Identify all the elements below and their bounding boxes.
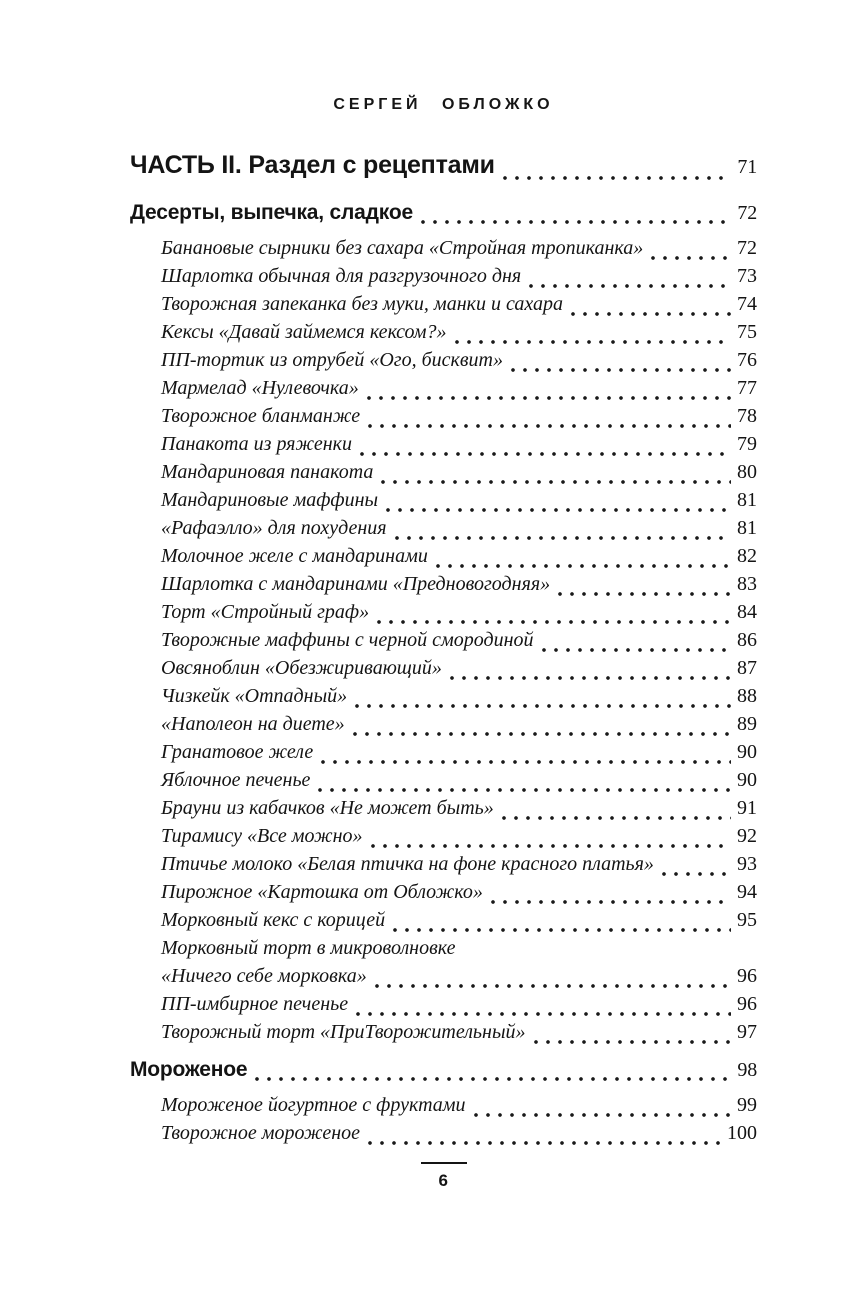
toc-page-number: 98: [737, 1059, 757, 1081]
toc-entry: [130, 1091, 757, 1119]
toc-entry-label: Чизкейк «Отпадный»: [161, 685, 348, 707]
toc-page-number: 90: [737, 741, 757, 763]
toc-entry-label: Птичье молоко «Белая птичка на фоне красного платья»: [161, 853, 654, 875]
toc-page-number: 90: [737, 769, 757, 791]
toc-entry: [130, 402, 757, 430]
dot-leader: [542, 648, 731, 652]
toc-section: [130, 1057, 757, 1083]
toc-entry-label: Морковный кекс с корицей: [161, 909, 386, 931]
dot-leader: [353, 732, 731, 736]
toc-entry-label: Овсяноблин «Обезжиривающий»: [161, 657, 442, 679]
toc-entry-label: Морковный торт в микроволновке: [161, 937, 456, 959]
toc-entry-label: Тирамису «Все можно»: [161, 825, 363, 847]
toc-page-number: 74: [737, 293, 757, 315]
toc-page-number: 91: [737, 797, 757, 819]
toc-entry: [130, 290, 757, 318]
toc-page-number: 72: [737, 202, 757, 224]
toc-page-number: 96: [737, 993, 757, 1015]
toc-entry-label: Творожный торт «ПриТворожительный»: [161, 1021, 526, 1043]
footer-rule: [421, 1162, 467, 1164]
dot-leader: [377, 620, 731, 624]
toc-entry: [130, 234, 757, 262]
dot-leader: [368, 1141, 721, 1145]
toc-entry-label: Торт «Стройный граф»: [161, 601, 370, 623]
toc-page-number: 82: [737, 545, 757, 567]
toc-page-number: 92: [737, 825, 757, 847]
dot-leader: [491, 900, 731, 904]
toc-entry: [130, 738, 757, 766]
dot-leader: [368, 424, 731, 428]
running-head: СЕРГЕЙ ОБЛОЖКО: [333, 96, 554, 113]
dot-leader: [356, 1012, 731, 1016]
toc-entry: [130, 962, 757, 990]
dot-leader: [386, 508, 731, 512]
toc-entry: [130, 486, 757, 514]
dot-leader: [450, 676, 731, 680]
toc-entry: [130, 430, 757, 458]
toc-entry-label: Молочное желе с мандаринами: [161, 545, 428, 567]
toc-entry-label: Шарлотка с мандаринами «Предновогодняя»: [161, 573, 551, 595]
toc-page-number: 81: [737, 517, 757, 539]
toc-entry-label: Творожная запеканка без муки, манки и сахара: [161, 293, 563, 315]
page-footer: [130, 1162, 757, 1191]
dot-leader: [662, 872, 731, 876]
toc-entry: [130, 878, 757, 906]
toc-entry-label: Яблочное печенье: [161, 769, 311, 791]
toc-entry: [130, 262, 757, 290]
dot-leader: [421, 220, 731, 224]
toc-entry-label: Мандариновые маффины: [161, 489, 379, 511]
toc-entry: [130, 794, 757, 822]
toc-page-number: 93: [737, 853, 757, 875]
toc-page-number: 72: [737, 237, 757, 259]
toc-entry-label: Творожное бланманже: [161, 405, 361, 427]
toc-section-label: Мороженое: [130, 1058, 248, 1081]
dot-leader: [375, 984, 731, 988]
toc-entry-label: «Ничего себе морковка»: [161, 965, 367, 987]
toc-page-number: 77: [737, 377, 757, 399]
toc-entry-label: Творожное мороженое: [161, 1122, 361, 1144]
toc-page-number: 96: [737, 965, 757, 987]
toc-entry-label: Гранатовое желе: [161, 741, 314, 763]
toc-entry: [130, 710, 757, 738]
toc-entry-label: Мандариновая панакота: [161, 461, 374, 483]
toc-entry-label: ПП-тортик из отрубей «Ого, бисквит»: [161, 349, 503, 371]
toc-page-number: 84: [737, 601, 757, 623]
toc-section: [130, 200, 757, 226]
dot-leader: [381, 480, 731, 484]
dot-leader: [503, 176, 732, 180]
toc-entry-label: Брауни из кабачков «Не может быть»: [161, 797, 494, 819]
dot-leader: [511, 368, 731, 372]
toc-page-number: 81: [737, 489, 757, 511]
toc-entry-label: Кексы «Давай займемся кексом?»: [161, 321, 447, 343]
toc-entry-label: Панакота из ряженки: [161, 433, 352, 455]
dot-leader: [529, 284, 731, 288]
toc-page-number: 73: [737, 265, 757, 287]
toc-page-number: 87: [737, 657, 757, 679]
toc-entry: [130, 822, 757, 850]
dot-leader: [558, 592, 731, 596]
toc-entry-label: Банановые сырники без сахара «Стройная тропиканка»: [161, 237, 644, 259]
toc-part: [130, 150, 757, 182]
dot-leader: [651, 256, 731, 260]
dot-leader: [355, 704, 731, 708]
toc-entry: [130, 570, 757, 598]
toc-entry-label: ПП-имбирное печенье: [161, 993, 349, 1015]
toc-part-label: ЧАСТЬ II. Раздел с рецептами: [130, 151, 495, 179]
toc-page-number: 83: [737, 573, 757, 595]
toc-page-number: 88: [737, 685, 757, 707]
toc-page-number: 100: [727, 1122, 757, 1144]
dot-leader: [571, 312, 731, 316]
dot-leader: [395, 536, 731, 540]
toc-entry: [130, 934, 757, 962]
toc-entry-label: «Рафаэлло» для похудения: [161, 517, 387, 539]
toc-page-number: 95: [737, 909, 757, 931]
toc-entry: [130, 346, 757, 374]
toc-entry: [130, 850, 757, 878]
dot-leader: [321, 760, 731, 764]
dot-leader: [367, 396, 731, 400]
toc-page-number: 94: [737, 881, 757, 903]
dot-leader: [360, 452, 731, 456]
toc-entry: [130, 1018, 757, 1046]
toc-entry: [130, 542, 757, 570]
toc-entry: [130, 990, 757, 1018]
toc-page-number: 89: [737, 713, 757, 735]
toc-section-label: Десерты, выпечка, сладкое: [130, 201, 413, 224]
toc-entry: [130, 906, 757, 934]
dot-leader: [318, 788, 731, 792]
dot-leader: [455, 340, 731, 344]
dot-leader: [436, 564, 731, 568]
toc-page-number: 86: [737, 629, 757, 651]
toc-entry: [130, 682, 757, 710]
page-number: 6: [438, 1171, 449, 1190]
dot-leader: [255, 1077, 731, 1081]
toc: [130, 150, 757, 1147]
toc-entry: [130, 318, 757, 346]
dot-leader: [393, 928, 731, 932]
toc-page-number: 76: [737, 349, 757, 371]
toc-entry: [130, 654, 757, 682]
toc-entry: [130, 458, 757, 486]
toc-entry: [130, 766, 757, 794]
toc-page-number: 75: [737, 321, 757, 343]
toc-entry-label: Мороженое йогуртное с фруктами: [161, 1094, 466, 1116]
toc-entry: [130, 374, 757, 402]
toc-page-number: 97: [737, 1021, 757, 1043]
toc-entry-label: Творожные маффины с черной смородиной: [161, 629, 534, 651]
toc-page-number: 99: [737, 1094, 757, 1116]
toc-page-number: 79: [737, 433, 757, 455]
toc-entry-label: Пирожное «Картошка от Обложко»: [161, 881, 483, 903]
toc-entry-label: Мармелад «Нулевочка»: [161, 377, 359, 399]
toc-entry-label: Шарлотка обычная для разгрузочного дня: [161, 265, 522, 287]
toc-page-number: 78: [737, 405, 757, 427]
toc-entry: [130, 626, 757, 654]
toc-page-number: 80: [737, 461, 757, 483]
toc-page-number: 71: [737, 156, 757, 178]
toc-entry: [130, 598, 757, 626]
dot-leader: [534, 1040, 732, 1044]
toc-entry: [130, 514, 757, 542]
dot-leader: [474, 1113, 731, 1117]
dot-leader: [502, 816, 731, 820]
toc-entry: [130, 1119, 757, 1147]
dot-leader: [371, 844, 731, 848]
toc-entry-label: «Наполеон на диете»: [161, 713, 345, 735]
